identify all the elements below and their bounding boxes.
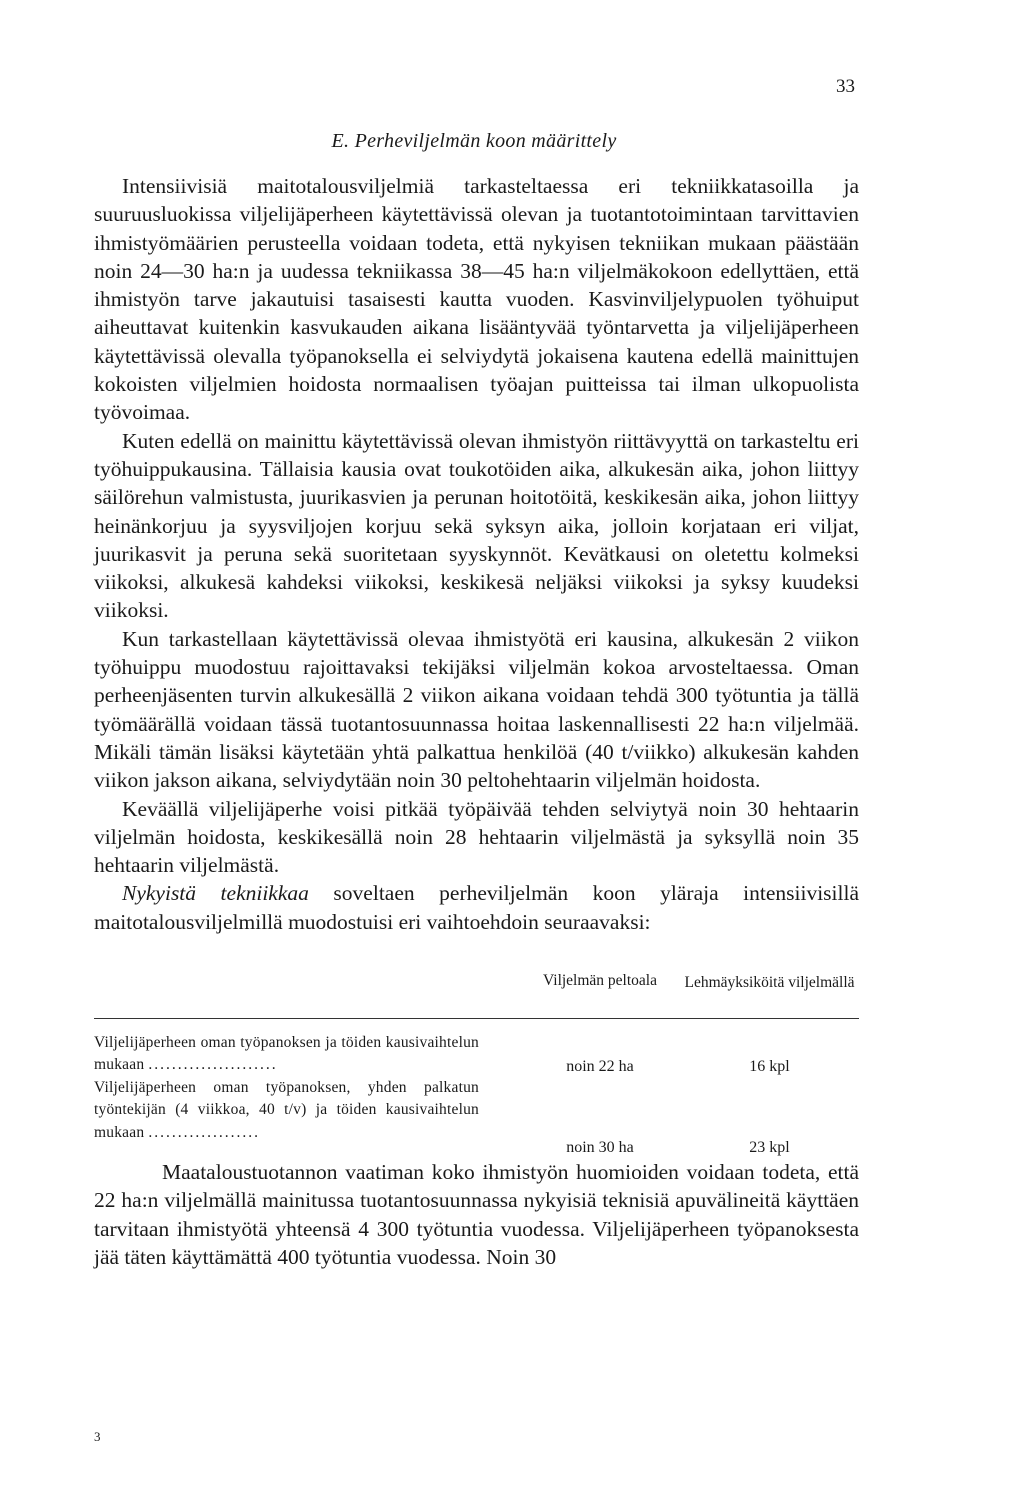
row-label: Viljelijäperheen oman työpanoksen ja töiden kausivaihtelun mukaan ......................	[94, 1034, 479, 1074]
paragraph-closing: Maataloustuotannon vaatiman koko ihmistyön huomioiden voidaan todeta, että 22 ha:n viljelmällä mainitussa tuotantosuunnassa nykyisiä teknisiä apuvälineitä käyttäen tarvitaan ihmistyötä yhteensä 4 300 työtuntia vuodessa. Viljelijäperheen työpanoksesta jää täten käyttämättä 400 työtuntia vuodessa. Noin 30	[94, 1160, 859, 1269]
intro-rest: soveltaen perheviljelmän koon yläraja intensiivisillä maitotalousviljelmillä muodostuisi eri vaihtoehdoin seuraavaksi:	[94, 881, 860, 934]
page-number: 33	[836, 76, 855, 97]
footnote-mark: 3	[94, 1429, 101, 1444]
body-text	[94, 172, 859, 936]
row-cows-value: 23 kpl	[749, 1139, 790, 1156]
row-area-value: noin 30 ha	[566, 1139, 634, 1156]
row-cows-value: 16 kpl	[749, 1058, 790, 1075]
paragraph-intro	[94, 879, 859, 936]
column-header-area: Viljelmän peltoala	[543, 972, 657, 989]
dot-leader: ...................	[148, 1123, 260, 1141]
column-header-cows: Lehmäyksiköitä viljelmällä	[684, 974, 855, 991]
dot-leader: ......................	[148, 1056, 278, 1074]
paragraph-4: Keväällä viljelijäperhe voisi pitkää työpäivää tehden selviytyä noin 30 hehtaarin viljelmän hoidosta, keskikesällä noin 28 hehtaarin viljelmästä ja syksyllä noin 35 hehtaarin viljelmästä.	[94, 796, 859, 878]
row-area-value: noin 22 ha	[566, 1058, 634, 1075]
intro-italic: Nykyistä tekniikkaa	[122, 881, 309, 906]
paragraph-2: Kuten edellä on mainittu käytettävissä olevan ihmistyön riittävyyttä on tarkasteltu eri työhuippukausina. Tällaisia kausia ovat toukotöiden aika, alkukesän aika, johon liittyy säilörehun valmistusta, juurikasvien ja perunan hoitotöitä, keskikesän aika, johon liittyy heinänkorjuu ja syysviljojen korjuu sekä syksyn aika, jolloin korjataan eri viljat, juurikasvit ja peruna sekä suoritetaan syyskynnöt. Kevätkausi on oletettu kolmeksi viikoksi, alkukesä kahdeksi viikoksi, keskikesä neljäksi viikoksi ja syksy kuudeksi viikoksi.	[94, 428, 859, 623]
table-header	[94, 972, 859, 1020]
closing-text	[94, 1158, 859, 1271]
paragraph-1: Intensiivisiä maitotalousviljelmiä tarkasteltaessa eri tekniikkatasoilla ja suuruusluokissa viljelijäperheen käytettävissä olevan ja tuotantotoimintaan tarvittavien ihmistyömäärien perusteella voidaan todeta, että nykyisen tekniikan mukaan päästään noin 24—30 ha:n ja uudessa tekniikassa 38—45 ha:n viljelmäkokoon edellyttäen, että ihmistyön tarve jakautuisi tasaisesti kautta vuoden. Kasvinviljelypuolen työhuiput aiheuttavat kuitenkin kasvukauden aikana lisääntyvää työntarvetta ja viljelijäperheen käytettävissä olevalla työpanoksella ei selviydytä jokaisena kautena edellä mainittujen kokoisten viljelmien hoidosta normaalisen työajan puitteissa tai ilman ulkopuolista työvoimaa.	[94, 174, 859, 425]
summary-table	[94, 972, 859, 1156]
row-label: Viljelijäperheen oman työpanoksen, yhden palkatun työntekijän (4 viikkoa, 40 t/v) ja töiden kausivaihtelun mukaan ...................	[94, 1079, 479, 1141]
section-heading: E. Perheviljelmän koon määrittely	[331, 130, 617, 152]
table-rule	[94, 1018, 859, 1019]
paragraph-3: Kun tarkastellaan käytettävissä olevaa ihmistyötä eri kausina, alkukesän 2 viikon työhuippu muodostuu rajoittavaksi tekijäksi viljelmän kokoa arvosteltaessa. Oman perheenjäsenten turvin alkukesällä 2 viikon aikana voidaan tehdä 300 työtuntia ja tällä työmäärällä voidaan tässä tuotantosuunnassa hoitaa laskennallisesti 22 ha:n viljelmää. Mikäli tämän lisäksi käytetään yhtä palkattua henkilöä (40 t/viikko) alkukesän kahden viikon jakson aikana, selviydytään noin 30 peltohehtaarin viljelmän hoidosta.	[94, 626, 859, 793]
